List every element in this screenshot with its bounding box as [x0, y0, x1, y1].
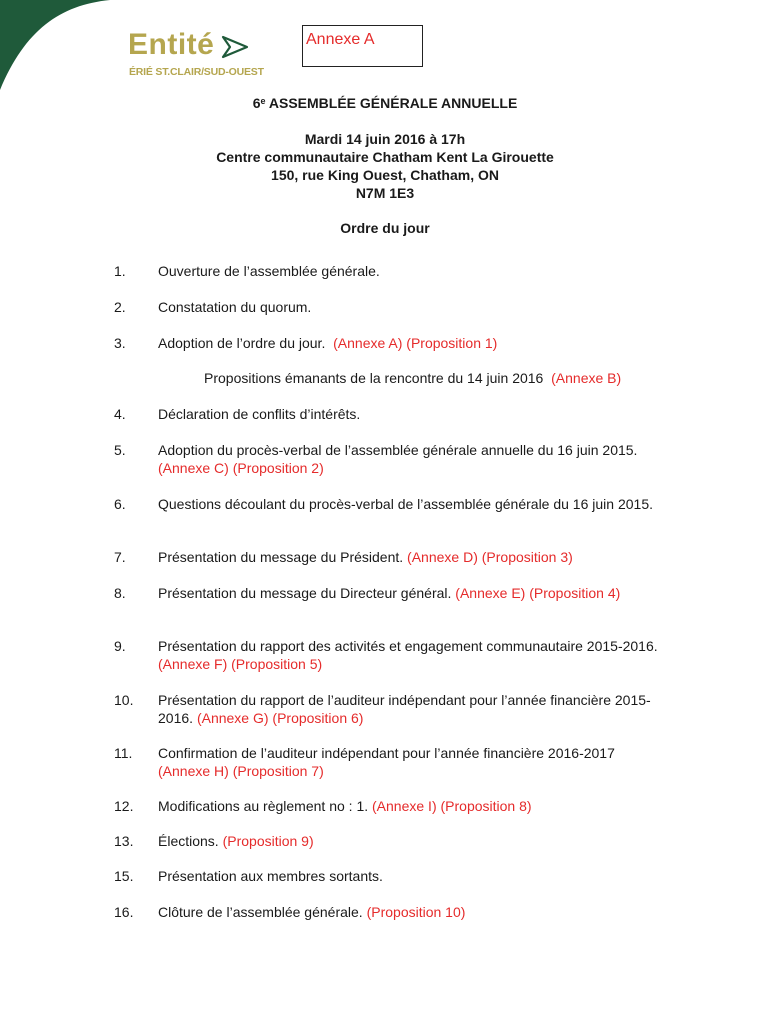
annex-label: Annexe A	[306, 31, 375, 48]
item-number: 11.	[114, 745, 133, 761]
event-address: 150, rue King Ouest, Chatham, ON	[271, 167, 499, 183]
item-reference: (Annexe G) (Proposition 6)	[196, 710, 364, 726]
item-text	[158, 441, 658, 477]
item-text	[158, 262, 658, 280]
item-reference: (Annexe A) (Proposition 1)	[333, 335, 498, 351]
item-description: Présentation du message du Président.	[158, 549, 404, 565]
annex-label-box	[302, 25, 423, 67]
item-description: Ouverture de l’assemblée générale.	[158, 263, 380, 279]
item-number: 1.	[114, 263, 126, 279]
item-number: 15.	[114, 868, 134, 884]
event-date: Mardi 14 juin 2016 à 17h	[304, 131, 466, 147]
title-superscript: e	[260, 96, 266, 106]
item-number: 16.	[114, 904, 134, 920]
item-number: 9.	[114, 638, 126, 654]
item-reference: (Annexe I) (Proposition 8)	[372, 798, 532, 814]
item-description: Présentation aux membres sortants.	[158, 868, 383, 884]
item-description: Présentation du message du Directeur général.	[158, 585, 452, 601]
item-description: Modifications au règlement no : 1.	[158, 798, 369, 814]
item-description: Présentation du rapport des activités et engagement communautaire 2015-2016.	[158, 638, 658, 654]
stylized-arrow-logo-icon	[220, 34, 250, 60]
item-text	[158, 867, 658, 885]
document-title	[0, 94, 770, 112]
item-text	[158, 334, 658, 352]
item-text	[158, 832, 658, 850]
item-text	[158, 637, 658, 673]
title-text: ASSEMBLÉE GÉNÉRALE ANNUELLE	[268, 95, 518, 111]
item-reference: (Annexe F) (Proposition 5)	[158, 656, 323, 672]
item-number: 8.	[114, 585, 126, 601]
item-number: 6.	[114, 496, 126, 512]
logo-subtitle: ÉRIÉ ST.CLAIR/SUD-OUEST	[129, 66, 264, 78]
item-text	[158, 405, 658, 423]
event-postal-code: N7M 1E3	[355, 185, 415, 201]
item-description: Confirmation de l’auditeur indépendant pour l’année financière 2016-2017	[158, 745, 615, 761]
item-reference: (Proposition 9)	[222, 833, 314, 849]
item-text	[158, 495, 658, 513]
event-details	[0, 130, 770, 202]
item-description: Adoption du procès-verbal de l’assemblée générale annuelle du 16 juin 2015.	[158, 442, 638, 458]
agenda-note	[204, 369, 621, 387]
agenda-heading: Ordre du jour	[340, 220, 430, 236]
item-number: 5.	[114, 442, 126, 458]
item-description: Questions découlant du procès-verbal de l’assemblée générale du 16 juin 2015.	[158, 496, 653, 512]
item-number: 7.	[114, 549, 126, 565]
item-text	[158, 797, 658, 815]
item-description: Constatation du quorum.	[158, 299, 312, 315]
item-description: Adoption de l’ordre du jour.	[158, 335, 326, 351]
item-text	[158, 691, 658, 727]
item-text	[158, 298, 658, 316]
item-text	[158, 548, 658, 566]
item-text	[158, 584, 658, 602]
item-number: 2.	[114, 299, 126, 315]
logo-wordmark: Entité	[128, 28, 215, 61]
item-reference: (Annexe D) (Proposition 3)	[407, 549, 573, 565]
item-reference: (Annexe C) (Proposition 2)	[158, 460, 324, 476]
item-number: 3.	[114, 335, 126, 351]
item-reference: (Proposition 10)	[366, 904, 466, 920]
corner-swoosh-graphic	[0, 0, 110, 90]
item-text	[158, 903, 658, 921]
event-venue: Centre communautaire Chatham Kent La Girouette	[216, 149, 554, 165]
item-description: Élections.	[158, 833, 219, 849]
item-text	[158, 744, 658, 780]
note-text: Propositions émanants de la rencontre du 14 juin 2016	[204, 370, 544, 386]
item-reference: (Annexe H) (Proposition 7)	[158, 763, 324, 779]
item-number: 4.	[114, 406, 126, 422]
item-description: Présentation du rapport de l’auditeur indépendant pour l’année financière 2015-2016.	[158, 692, 651, 726]
note-reference: (Annexe B)	[551, 370, 622, 386]
entite-logo	[128, 28, 268, 80]
item-description: Déclaration de conflits d’intérêts.	[158, 406, 361, 422]
item-description: Clôture de l’assemblée générale.	[158, 904, 363, 920]
item-reference: (Annexe E) (Proposition 4)	[455, 585, 621, 601]
item-number: 12.	[114, 798, 134, 814]
title-number: 6	[252, 95, 261, 111]
item-number: 13.	[114, 833, 134, 849]
item-number: 10.	[114, 692, 134, 708]
